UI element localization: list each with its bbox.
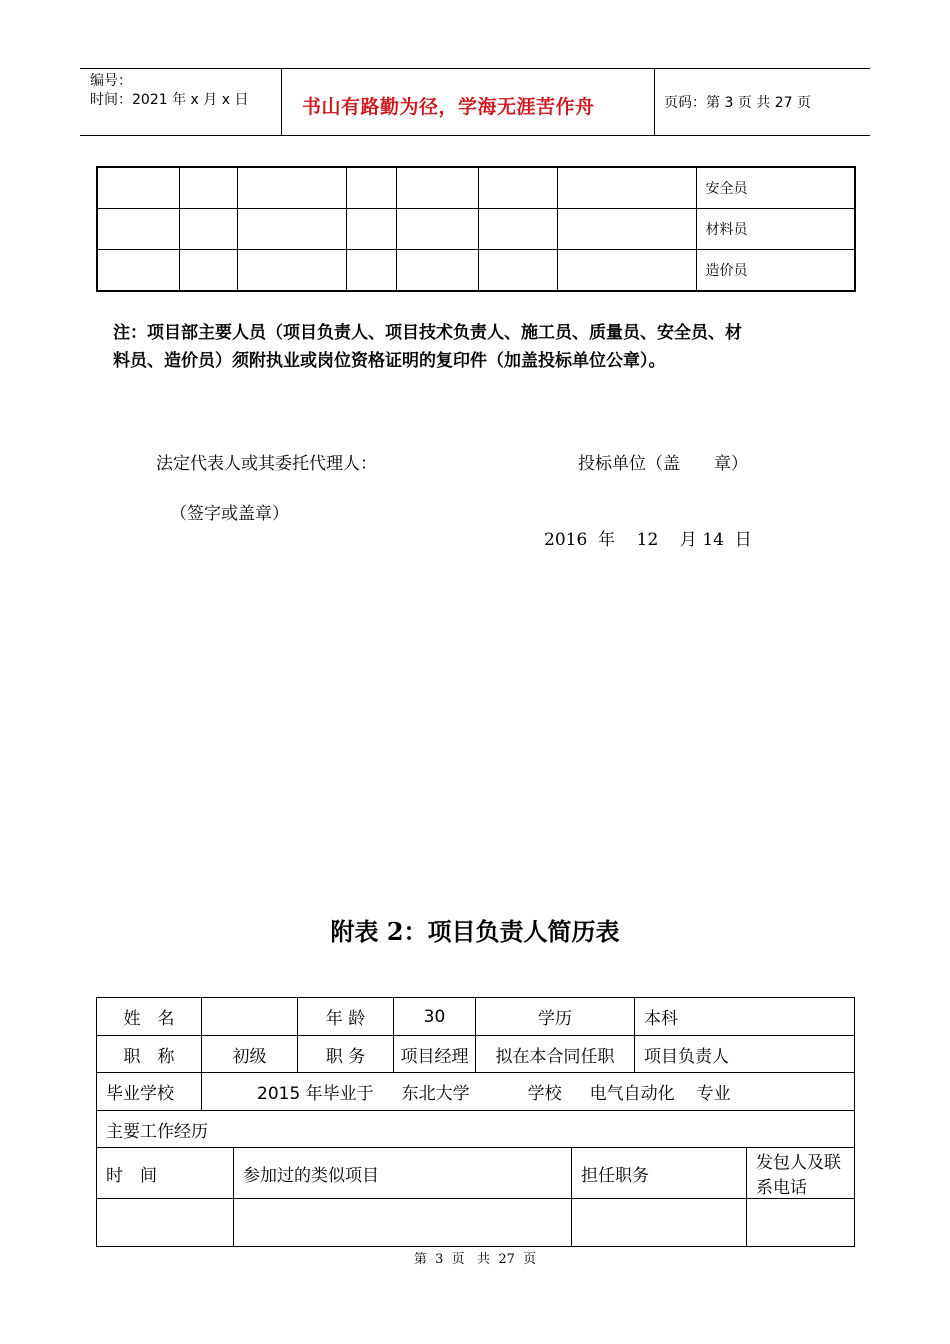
position-value: 项目经理 bbox=[394, 1036, 476, 1073]
name-value bbox=[202, 998, 298, 1036]
title-label: 职 称 bbox=[97, 1036, 202, 1073]
header-divider-right bbox=[654, 69, 655, 136]
table-cell bbox=[97, 167, 179, 209]
contract-position-value: 项目负责人 bbox=[635, 1036, 855, 1073]
name-label: 姓 名 bbox=[97, 998, 202, 1036]
education-value: 本科 bbox=[635, 998, 855, 1036]
table-cell bbox=[179, 250, 237, 292]
table-cell bbox=[747, 1199, 855, 1247]
table-cell bbox=[557, 250, 696, 292]
table-cell bbox=[97, 250, 179, 292]
school-label: 毕业学校 bbox=[97, 1073, 202, 1111]
table-row bbox=[97, 167, 855, 209]
staff-role-cell: 造价员 bbox=[696, 250, 855, 292]
table-cell bbox=[237, 167, 346, 209]
header-top-rule bbox=[80, 68, 870, 69]
table-cell bbox=[396, 209, 478, 250]
work-history-label: 主要工作经历 bbox=[97, 1111, 855, 1148]
bidder-seal-label: 投标单位（盖 章） bbox=[578, 454, 748, 474]
table-row bbox=[97, 1111, 855, 1148]
table-cell bbox=[557, 167, 696, 209]
header-page-info: 页码：第 3 页 共 27 页 bbox=[664, 95, 811, 111]
age-value: 30 bbox=[394, 998, 476, 1036]
table-cell bbox=[557, 209, 696, 250]
table-cell bbox=[478, 209, 557, 250]
table-cell bbox=[97, 1199, 234, 1247]
staff-role-cell: 材料员 bbox=[696, 209, 855, 250]
signature-date: 2016 年 12 月 14 日 bbox=[544, 530, 752, 550]
table-cell bbox=[237, 250, 346, 292]
header-divider-left bbox=[281, 69, 282, 136]
title-value: 初级 bbox=[202, 1036, 298, 1073]
column-projects: 参加过的类似项目 bbox=[234, 1148, 572, 1199]
table-cell bbox=[179, 209, 237, 250]
age-label: 年 龄 bbox=[298, 998, 394, 1036]
table-cell bbox=[234, 1199, 572, 1247]
resume-table bbox=[96, 997, 855, 1247]
note-line-1: 注：项目部主要人员（项目负责人、项目技术负责人、施工员、质量员、安全员、材 bbox=[113, 323, 742, 343]
position-label: 职 务 bbox=[298, 1036, 394, 1073]
table-cell bbox=[396, 250, 478, 292]
table-cell bbox=[478, 250, 557, 292]
table-cell bbox=[237, 209, 346, 250]
header-bottom-rule bbox=[80, 135, 870, 136]
table-row bbox=[97, 1036, 855, 1073]
note-line-2: 料员、造价员）须附执业或岗位资格证明的复印件（加盖投标单位公章）。 bbox=[113, 351, 666, 371]
table-cell bbox=[346, 209, 396, 250]
major-name: 电气自动化 bbox=[589, 1084, 675, 1104]
education-label: 学历 bbox=[476, 998, 635, 1036]
header-time: 时间：2021 年 x 月 x 日 bbox=[90, 92, 249, 108]
page-footer: 第 3 页 共 27 页 bbox=[413, 1252, 537, 1267]
table-row bbox=[97, 998, 855, 1036]
legal-representative-label: 法定代表人或其委托代理人： bbox=[156, 454, 377, 474]
school-name: 东北大学 bbox=[401, 1084, 470, 1104]
graduation-year: 2015 年毕业于 bbox=[257, 1084, 374, 1104]
major-word: 专业 bbox=[696, 1084, 731, 1104]
table-row bbox=[97, 1148, 855, 1199]
table-row bbox=[97, 1073, 855, 1111]
table-cell bbox=[346, 167, 396, 209]
staff-role-cell: 安全员 bbox=[696, 167, 855, 209]
appendix-title: 附表 2：项目负责人简历表 bbox=[330, 917, 620, 946]
table-cell bbox=[97, 209, 179, 250]
table-row bbox=[97, 209, 855, 250]
table-cell bbox=[396, 167, 478, 209]
sign-or-seal-note: （签字或盖章） bbox=[170, 504, 289, 524]
header-number: 编号： bbox=[90, 73, 132, 89]
table-cell bbox=[572, 1199, 747, 1247]
school-detail bbox=[202, 1073, 855, 1111]
table-cell bbox=[346, 250, 396, 292]
table-row bbox=[97, 250, 855, 292]
table-cell bbox=[478, 167, 557, 209]
staff-table bbox=[96, 166, 856, 292]
contract-position-label: 拟在本合同任职 bbox=[476, 1036, 635, 1073]
table-row bbox=[97, 1199, 855, 1247]
column-client: 发包人及联系电话 bbox=[747, 1148, 855, 1199]
table-cell bbox=[179, 167, 237, 209]
header-motto: 书山有路勤为径，学海无涯苦作舟 bbox=[302, 96, 595, 118]
column-time: 时 间 bbox=[97, 1148, 234, 1199]
column-role: 担任职务 bbox=[572, 1148, 747, 1199]
school-word: 学校 bbox=[527, 1084, 562, 1104]
